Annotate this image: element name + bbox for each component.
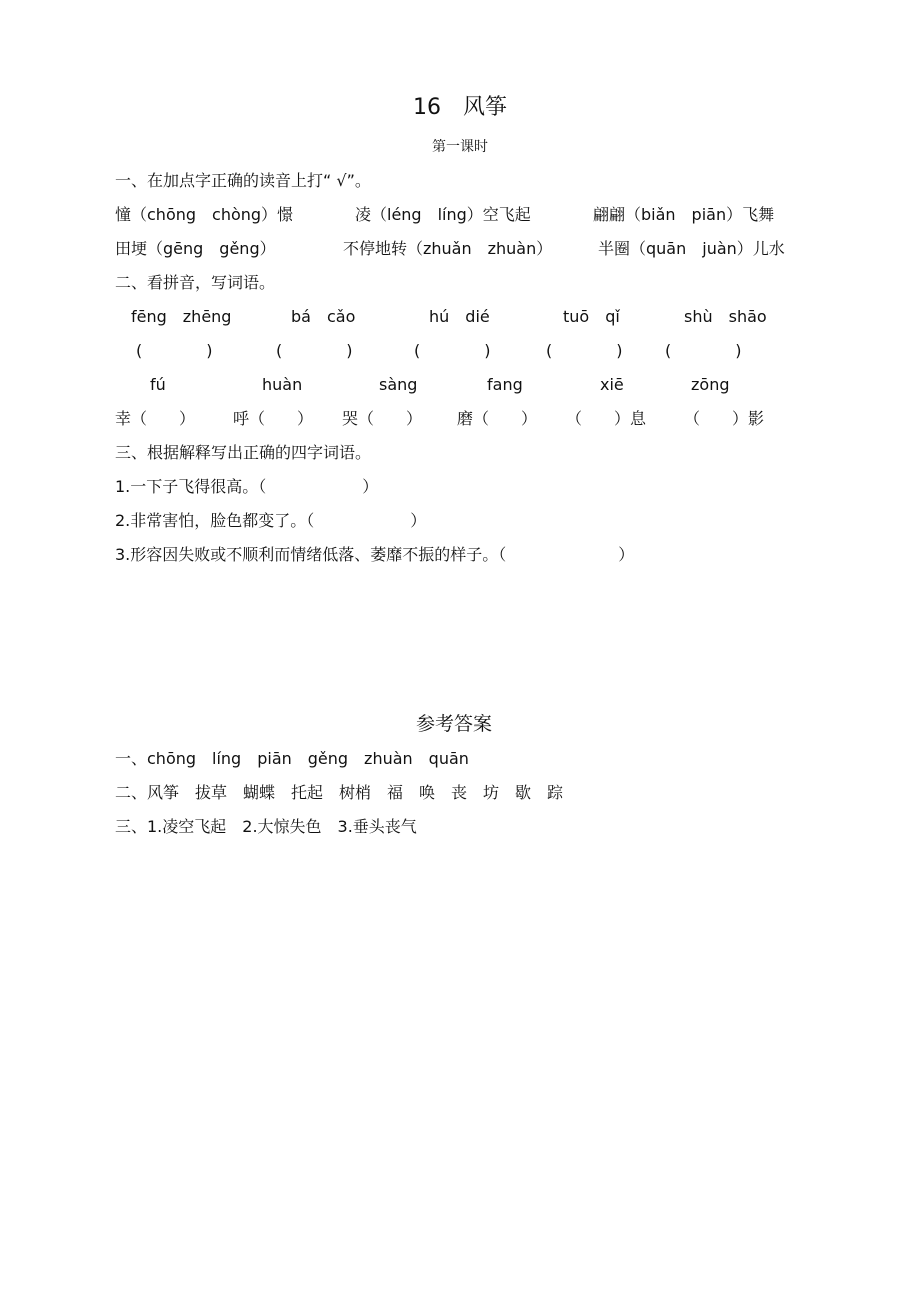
page-subtitle: 第一课时 (432, 139, 488, 155)
pinyin: zōng (691, 375, 730, 394)
answer-line: 一、chōng líng piān gěng zhuàn quān (115, 749, 469, 768)
pinyin: sàng (379, 375, 418, 394)
answer-blank[interactable]: ( ) (546, 341, 623, 360)
q1-item: 憧（chōng chòng）憬 (115, 205, 294, 224)
q3-item[interactable]: 3.形容因失败或不顺利而情绪低落、萎靡不振的样子。（ ） (115, 545, 635, 564)
q1-heading: 一、在加点字正确的读音上打“ √”。 (115, 171, 371, 190)
answer-blank[interactable]: 幸（ ） (115, 409, 196, 428)
answer-blank[interactable]: （ ）息 (566, 409, 647, 428)
q1-item: 翩翩（biǎn piān）飞舞 (593, 205, 775, 224)
answer-line: 三、1.凌空飞起 2.大惊失色 3.垂头丧气 (115, 817, 417, 836)
q1-item: 田埂（gēng gěng） (115, 239, 276, 258)
answer-blank[interactable]: （ ）影 (684, 409, 765, 428)
answer-blank[interactable]: 呼（ ） (233, 409, 314, 428)
q1-item: 半圈（quān juàn）儿水 (598, 239, 785, 258)
q1-item: 不停地转（zhuǎn zhuàn） (343, 239, 553, 258)
answer-blank[interactable]: ( ) (414, 341, 491, 360)
answers-title: 参考答案 (415, 713, 492, 735)
answer-blank[interactable]: ( ) (276, 341, 353, 360)
answer-blank[interactable]: ( ) (136, 341, 213, 360)
pinyin: fēng zhēng (131, 307, 232, 326)
page-title: 16 风筝 (413, 95, 507, 120)
q1-item: 凌（léng líng）空飞起 (355, 205, 531, 224)
answer-blank[interactable]: 哭（ ） (342, 409, 423, 428)
pinyin: hú dié (429, 307, 490, 326)
q3-heading: 三、根据解释写出正确的四字词语。 (115, 443, 372, 462)
q3-item[interactable]: 1.一下子飞得很高。（ ） (115, 477, 379, 496)
pinyin: tuō qǐ (563, 307, 620, 326)
pinyin: fang (487, 375, 523, 394)
pinyin: shù shāo (684, 307, 767, 326)
answer-line: 二、风筝 拔草 蝴蝶 托起 树梢 福 唤 丧 坊 歇 踪 (115, 783, 564, 802)
q3-item[interactable]: 2.非常害怕，脸色都变了。（ ） (115, 511, 427, 530)
pinyin: huàn (262, 375, 303, 394)
answer-blank[interactable]: ( ) (665, 341, 742, 360)
pinyin: fú (150, 375, 166, 394)
pinyin: xiē (600, 375, 624, 394)
pinyin: bá cǎo (291, 307, 356, 326)
answer-blank[interactable]: 磨（ ） (457, 409, 538, 428)
q2-heading: 二、看拼音，写词语。 (115, 273, 276, 292)
